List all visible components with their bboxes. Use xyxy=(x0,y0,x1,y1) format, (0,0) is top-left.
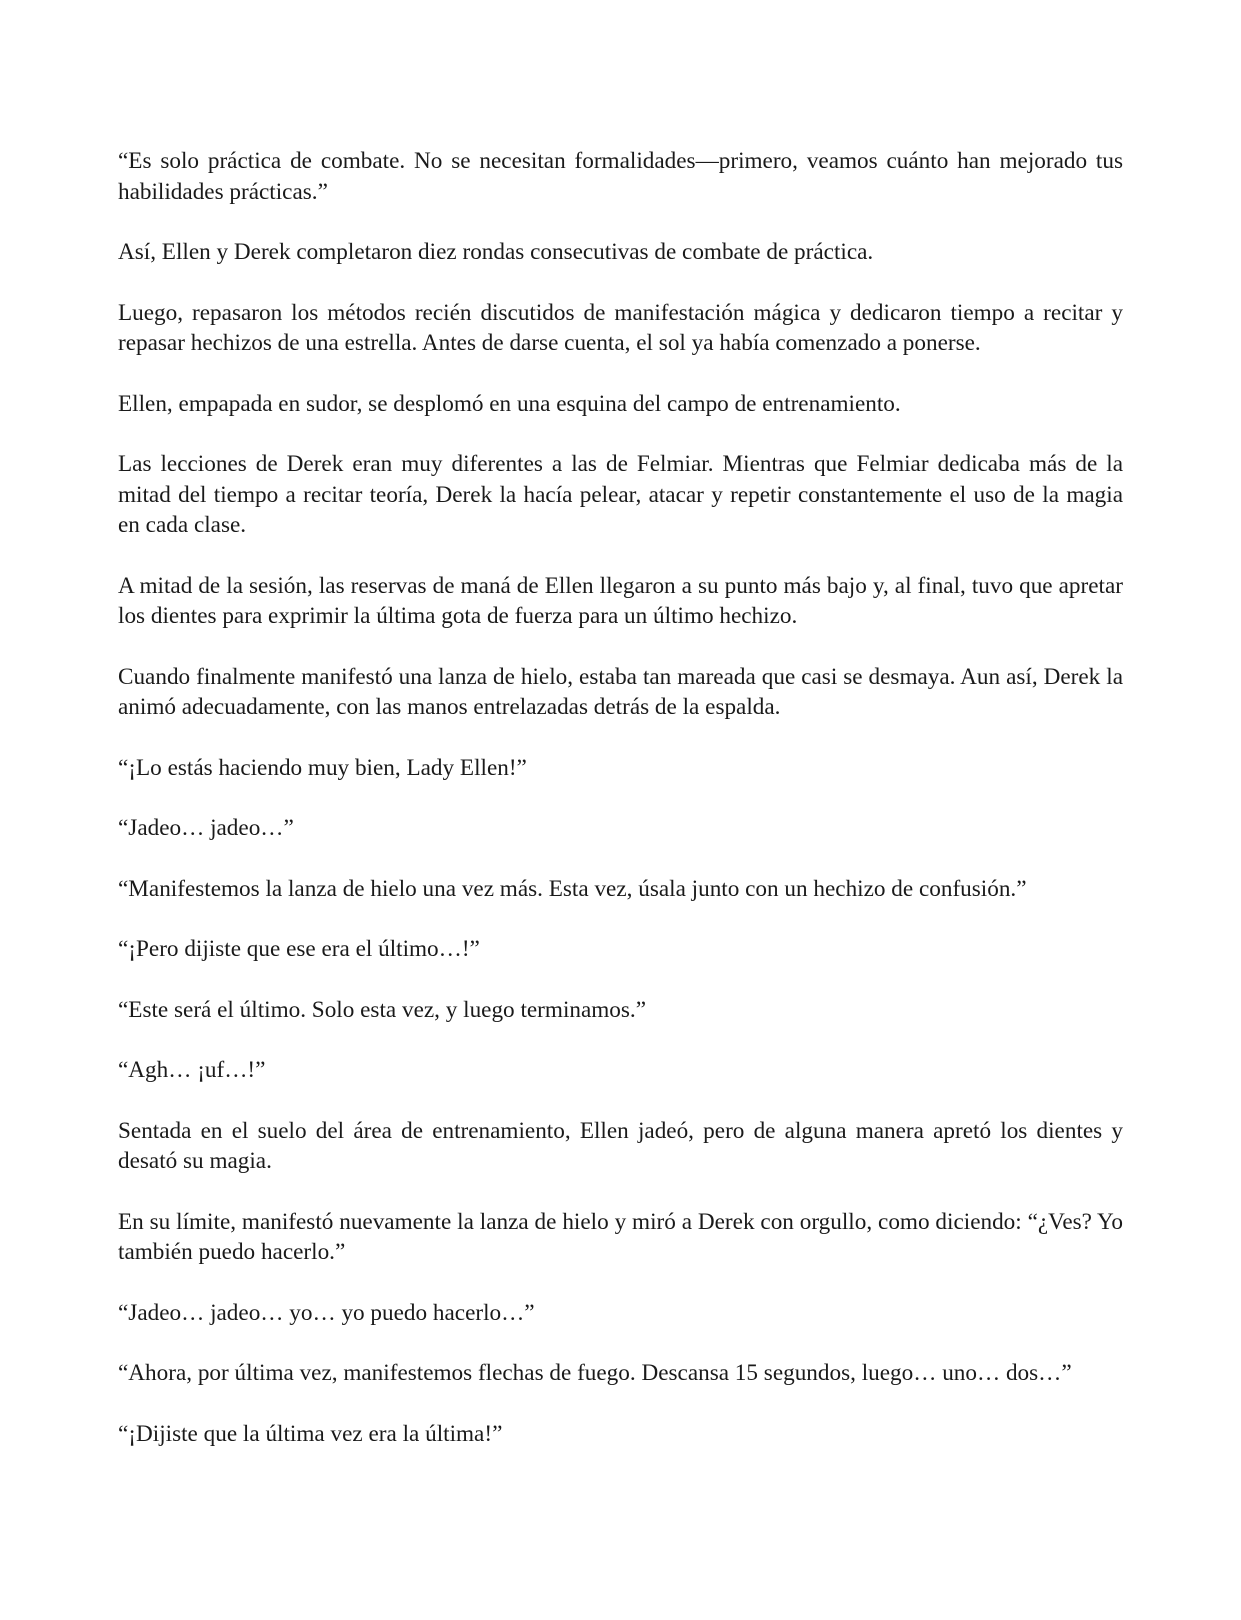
paragraph: En su límite, manifestó nuevamente la lanza de hielo y miró a Derek con orgullo, como diciendo: “¿Ves? Yo también puedo hacerlo.” xyxy=(118,1208,1123,1265)
dialogue-line: “¡Pero dijiste que ese era el último…!” xyxy=(118,936,480,962)
dialogue-line: “Este será el último. Solo esta vez, y luego terminamos.” xyxy=(118,996,647,1023)
paragraph: A mitad de la sesión, las reservas de maná de Ellen llegaron a su punto más bajo y, al final, tuvo que apretar los dientes para exprimir la última gota de fuerza para un último hechizo. xyxy=(118,572,1123,629)
dialogue-line: “Manifestemos la lanza de hielo una vez más. Esta vez, úsala junto con un hechizo de confusión.” xyxy=(118,875,1027,902)
paragraph: “Es solo práctica de combate. No se necesitan formalidades—primero, veamos cuánto han mejorado tus habilidades prácticas.” xyxy=(118,148,1123,205)
paragraph: Luego, repasaron los métodos recién discutidos de manifestación mágica y dedicaron tiempo a recitar y repasar hechizos de una estrella. Antes de darse cuenta, el sol ya había comenzado a ponerse. xyxy=(118,299,1123,356)
dialogue-line: “Jadeo… jadeo… yo… yo puedo hacerlo…” xyxy=(118,1299,535,1326)
dialogue-line: “¡Lo estás haciendo muy bien, Lady Ellen!” xyxy=(118,754,527,781)
paragraph: Ellen, empapada en sudor, se desplomó en una esquina del campo de entrenamiento. xyxy=(118,390,901,417)
paragraph: Así, Ellen y Derek completaron diez rondas consecutivas de combate de práctica. xyxy=(118,239,874,265)
paragraph: Sentada en el suelo del área de entrenamiento, Ellen jadeó, pero de alguna manera apretó los dientes y desató su magia. xyxy=(118,1117,1123,1174)
dialogue-line: “Jadeo… jadeo…” xyxy=(118,815,294,841)
paragraph: Las lecciones de Derek eran muy diferentes a las de Felmiar. Mientras que Felmiar dedicaba más de la mitad del tiempo a recitar teoría, Derek la hacía pelear, atacar y repetir constantemente el uso de la magia en cada clase. xyxy=(118,451,1123,538)
document-page xyxy=(118,146,1123,1479)
paragraph: Cuando finalmente manifestó una lanza de hielo, estaba tan mareada que casi se desmaya. Aun así, Derek la animó adecuadamente, con las manos entrelazadas detrás de la espalda. xyxy=(118,663,1123,720)
dialogue-line: “Ahora, por última vez, manifestemos flechas de fuego. Descansa 15 segundos, luego… uno… dos…” xyxy=(118,1360,1072,1386)
dialogue-line: “Agh… ¡uf…!” xyxy=(118,1057,266,1083)
dialogue-line: “¡Dijiste que la última vez era la última!” xyxy=(118,1420,503,1447)
